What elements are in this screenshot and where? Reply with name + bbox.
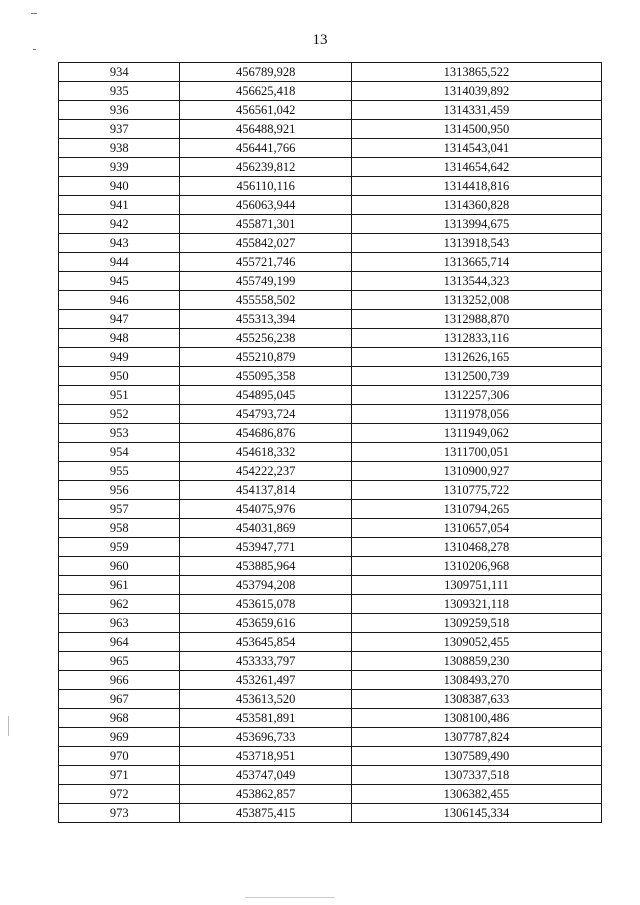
- y-coordinate-cell: 1309751,111: [351, 576, 601, 595]
- y-coordinate-cell: 1310468,278: [351, 538, 601, 557]
- y-coordinate-cell: 1312257,306: [351, 386, 601, 405]
- point-number-cell: 952: [59, 405, 180, 424]
- x-coordinate-cell: 454222,237: [180, 462, 351, 481]
- x-coordinate-cell: 456063,944: [180, 196, 351, 215]
- y-coordinate-cell: 1313918,543: [351, 234, 601, 253]
- point-number-cell: 934: [59, 63, 180, 82]
- y-coordinate-cell: 1309259,518: [351, 614, 601, 633]
- x-coordinate-cell: 456239,812: [180, 158, 351, 177]
- point-number-cell: 962: [59, 595, 180, 614]
- table-row: [59, 82, 602, 101]
- point-number-cell: 940: [59, 177, 180, 196]
- x-coordinate-cell: 454686,876: [180, 424, 351, 443]
- y-coordinate-cell: 1310206,968: [351, 557, 601, 576]
- y-coordinate-cell: 1312988,870: [351, 310, 601, 329]
- y-coordinate-cell: 1314360,828: [351, 196, 601, 215]
- x-coordinate-cell: 453659,616: [180, 614, 351, 633]
- point-number-cell: 965: [59, 652, 180, 671]
- x-coordinate-cell: 455721,746: [180, 253, 351, 272]
- y-coordinate-cell: 1314543,041: [351, 139, 601, 158]
- table-row: [59, 424, 602, 443]
- table-row: [59, 785, 602, 804]
- x-coordinate-cell: 453333,797: [180, 652, 351, 671]
- table-row: [59, 196, 602, 215]
- point-number-cell: 964: [59, 633, 180, 652]
- y-coordinate-cell: 1309321,118: [351, 595, 601, 614]
- point-number-cell: 953: [59, 424, 180, 443]
- y-coordinate-cell: 1314500,950: [351, 120, 601, 139]
- y-coordinate-cell: 1308100,486: [351, 709, 601, 728]
- table-row: [59, 348, 602, 367]
- table-row: [59, 709, 602, 728]
- table-row: [59, 595, 602, 614]
- table-row: [59, 310, 602, 329]
- table-row: [59, 177, 602, 196]
- point-number-cell: 958: [59, 519, 180, 538]
- x-coordinate-cell: 454137,814: [180, 481, 351, 500]
- table-row: [59, 614, 602, 633]
- point-number-cell: 947: [59, 310, 180, 329]
- y-coordinate-cell: 1307337,518: [351, 766, 601, 785]
- table-row: [59, 500, 602, 519]
- y-coordinate-cell: 1309052,455: [351, 633, 601, 652]
- x-coordinate-cell: 454031,869: [180, 519, 351, 538]
- x-coordinate-cell: 456441,766: [180, 139, 351, 158]
- table-row: [59, 272, 602, 291]
- scan-artifact: [245, 897, 335, 898]
- page-number: 13: [312, 32, 328, 48]
- x-coordinate-cell: 455095,358: [180, 367, 351, 386]
- table-row: [59, 101, 602, 120]
- table-row: [59, 462, 602, 481]
- point-number-cell: 960: [59, 557, 180, 576]
- table-row: [59, 690, 602, 709]
- x-coordinate-cell: 455558,502: [180, 291, 351, 310]
- x-coordinate-cell: 453615,078: [180, 595, 351, 614]
- y-coordinate-cell: 1311700,051: [351, 443, 601, 462]
- y-coordinate-cell: 1308493,270: [351, 671, 601, 690]
- point-number-cell: 971: [59, 766, 180, 785]
- point-number-cell: 944: [59, 253, 180, 272]
- point-number-cell: 967: [59, 690, 180, 709]
- x-coordinate-cell: 453645,854: [180, 633, 351, 652]
- point-number-cell: 936: [59, 101, 180, 120]
- x-coordinate-cell: 455842,027: [180, 234, 351, 253]
- point-number-cell: 956: [59, 481, 180, 500]
- x-coordinate-cell: 453261,497: [180, 671, 351, 690]
- table-row: [59, 443, 602, 462]
- point-number-cell: 946: [59, 291, 180, 310]
- x-coordinate-cell: 453862,857: [180, 785, 351, 804]
- table-row: [59, 557, 602, 576]
- x-coordinate-cell: 456488,921: [180, 120, 351, 139]
- y-coordinate-cell: 1306382,455: [351, 785, 601, 804]
- table-row: [59, 728, 602, 747]
- y-coordinate-cell: 1307589,490: [351, 747, 601, 766]
- point-number-cell: 972: [59, 785, 180, 804]
- point-number-cell: 955: [59, 462, 180, 481]
- table-row: [59, 576, 602, 595]
- x-coordinate-cell: 455871,301: [180, 215, 351, 234]
- point-number-cell: 939: [59, 158, 180, 177]
- table-row: [59, 747, 602, 766]
- point-number-cell: 938: [59, 139, 180, 158]
- x-coordinate-cell: 453875,415: [180, 804, 351, 823]
- y-coordinate-cell: 1313544,323: [351, 272, 601, 291]
- scan-artifact: [8, 716, 9, 736]
- y-coordinate-cell: 1311949,062: [351, 424, 601, 443]
- table-row: [59, 120, 602, 139]
- table-row: [59, 253, 602, 272]
- scan-artifact: [33, 49, 36, 50]
- table-row: [59, 139, 602, 158]
- point-number-cell: 935: [59, 82, 180, 101]
- table-row: [59, 481, 602, 500]
- y-coordinate-cell: 1308387,633: [351, 690, 601, 709]
- y-coordinate-cell: 1307787,824: [351, 728, 601, 747]
- y-coordinate-cell: 1312626,165: [351, 348, 601, 367]
- point-number-cell: 948: [59, 329, 180, 348]
- x-coordinate-cell: 454618,332: [180, 443, 351, 462]
- x-coordinate-cell: 456789,928: [180, 63, 351, 82]
- table-row: [59, 329, 602, 348]
- table-row: [59, 519, 602, 538]
- point-number-cell: 945: [59, 272, 180, 291]
- table-row: [59, 386, 602, 405]
- point-number-cell: 963: [59, 614, 180, 633]
- y-coordinate-cell: 1312500,739: [351, 367, 601, 386]
- point-number-cell: 941: [59, 196, 180, 215]
- y-coordinate-cell: 1313252,008: [351, 291, 601, 310]
- table-row: [59, 804, 602, 823]
- y-coordinate-cell: 1314331,459: [351, 101, 601, 120]
- y-coordinate-cell: 1310900,927: [351, 462, 601, 481]
- table-row: [59, 63, 602, 82]
- y-coordinate-cell: 1313994,675: [351, 215, 601, 234]
- table-row: [59, 633, 602, 652]
- point-number-cell: 942: [59, 215, 180, 234]
- y-coordinate-cell: 1312833,116: [351, 329, 601, 348]
- x-coordinate-cell: 453747,049: [180, 766, 351, 785]
- table-row: [59, 367, 602, 386]
- x-coordinate-cell: 453613,520: [180, 690, 351, 709]
- x-coordinate-cell: 456625,418: [180, 82, 351, 101]
- point-number-cell: 954: [59, 443, 180, 462]
- x-coordinate-cell: 454895,045: [180, 386, 351, 405]
- y-coordinate-cell: 1314418,816: [351, 177, 601, 196]
- x-coordinate-cell: 456110,116: [180, 177, 351, 196]
- coordinates-table-body: [59, 63, 602, 823]
- y-coordinate-cell: 1314039,892: [351, 82, 601, 101]
- point-number-cell: 973: [59, 804, 180, 823]
- scan-artifact: [31, 13, 37, 14]
- point-number-cell: 959: [59, 538, 180, 557]
- point-number-cell: 961: [59, 576, 180, 595]
- x-coordinate-cell: 453794,208: [180, 576, 351, 595]
- x-coordinate-cell: 455210,879: [180, 348, 351, 367]
- x-coordinate-cell: 455256,238: [180, 329, 351, 348]
- y-coordinate-cell: 1313865,522: [351, 63, 601, 82]
- point-number-cell: 970: [59, 747, 180, 766]
- y-coordinate-cell: 1313665,714: [351, 253, 601, 272]
- table-row: [59, 234, 602, 253]
- point-number-cell: 968: [59, 709, 180, 728]
- y-coordinate-cell: 1306145,334: [351, 804, 601, 823]
- x-coordinate-cell: 453581,891: [180, 709, 351, 728]
- table-row: [59, 652, 602, 671]
- table-row: [59, 158, 602, 177]
- table-row: [59, 405, 602, 424]
- y-coordinate-cell: 1310794,265: [351, 500, 601, 519]
- point-number-cell: 943: [59, 234, 180, 253]
- point-number-cell: 949: [59, 348, 180, 367]
- point-number-cell: 951: [59, 386, 180, 405]
- x-coordinate-cell: 453718,951: [180, 747, 351, 766]
- x-coordinate-cell: 456561,042: [180, 101, 351, 120]
- y-coordinate-cell: 1314654,642: [351, 158, 601, 177]
- x-coordinate-cell: 454793,724: [180, 405, 351, 424]
- table-row: [59, 538, 602, 557]
- x-coordinate-cell: 453885,964: [180, 557, 351, 576]
- y-coordinate-cell: 1310775,722: [351, 481, 601, 500]
- table-row: [59, 215, 602, 234]
- table-row: [59, 671, 602, 690]
- y-coordinate-cell: 1308859,230: [351, 652, 601, 671]
- table-row: [59, 291, 602, 310]
- x-coordinate-cell: 455313,394: [180, 310, 351, 329]
- x-coordinate-cell: 453696,733: [180, 728, 351, 747]
- x-coordinate-cell: 453947,771: [180, 538, 351, 557]
- point-number-cell: 950: [59, 367, 180, 386]
- y-coordinate-cell: 1310657,054: [351, 519, 601, 538]
- point-number-cell: 969: [59, 728, 180, 747]
- table-row: [59, 766, 602, 785]
- coordinates-table: [58, 62, 602, 823]
- point-number-cell: 966: [59, 671, 180, 690]
- point-number-cell: 937: [59, 120, 180, 139]
- x-coordinate-cell: 454075,976: [180, 500, 351, 519]
- point-number-cell: 957: [59, 500, 180, 519]
- y-coordinate-cell: 1311978,056: [351, 405, 601, 424]
- x-coordinate-cell: 455749,199: [180, 272, 351, 291]
